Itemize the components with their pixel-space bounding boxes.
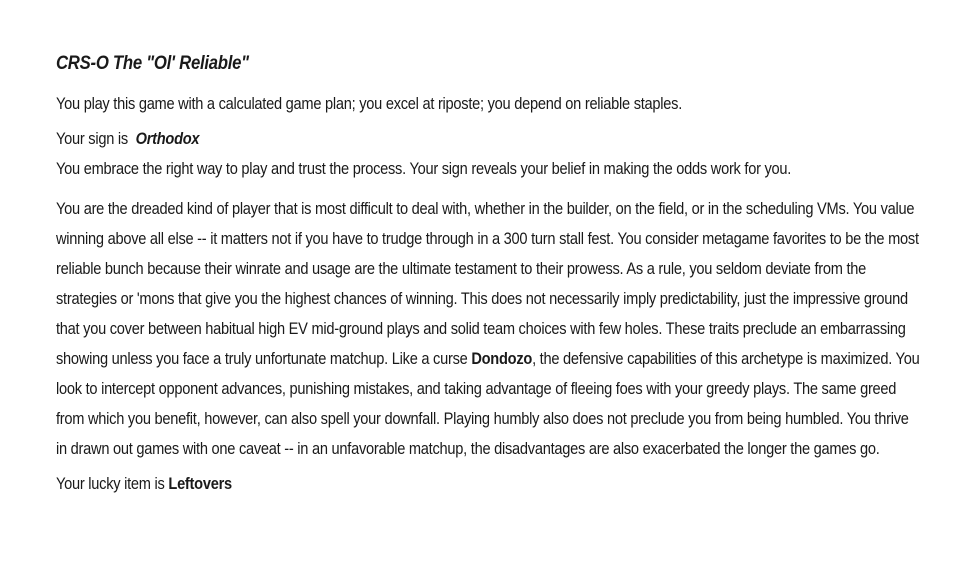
description-part-1: You are the dreaded kind of player that is most difficult to deal with, whether in the builder, on the field, or in the scheduling VMs. You value winning above all else -- it matters not if you have to trudge through in a 300 turn stall fest. You consider metagame favorites to be the most reliable bunch because their winrate and usage are the ultimate testament to their prowess. As a rule, you seldom deviate from the strategies or 'mons that give you the highest chances of winning. This does not necessarily imply predictability, just the impressive ground that you cover between habitual high EV mid-ground plays and solid team choices with few holes. These traits preclude an embarrassing showing unless you face a truly unfortunate matchup. Like a curse bbox=[56, 199, 919, 368]
lucky-item-line bbox=[56, 469, 922, 499]
sign-value: Orthodox bbox=[135, 129, 200, 148]
sign-description: You embrace the right way to play and trust the process. Your sign reveals your belief in making the odds work for you. bbox=[56, 159, 792, 178]
pokemon-name: Dondozo bbox=[471, 349, 533, 368]
description-part-2: , the defensive capabilities of this archetype is maximized. You look to intercept opponent advances, punishing mistakes, and taking advantage of fleeing foes with your greedy plays. The same greed from which you benefit, however, can also spell your downfall. Playing humbly also does not preclude you from being humbled. You thrive in drawn out games with one caveat -- in an unfavorable matchup, the disadvantages are also exacerbated the longer the games go. bbox=[56, 349, 920, 458]
archetype-title: CRS-O The "Ol' Reliable" bbox=[56, 53, 249, 74]
sign-line bbox=[56, 124, 922, 154]
sign-prefix: Your sign is bbox=[56, 129, 128, 148]
archetype-tagline: You play this game with a calculated game plan; you excel at riposte; you depend on reliable staples. bbox=[56, 94, 683, 113]
lucky-item-value: Leftovers bbox=[168, 474, 232, 493]
archetype-description bbox=[56, 194, 922, 464]
result-article bbox=[56, 50, 922, 499]
lucky-prefix: Your lucky item is bbox=[56, 474, 165, 493]
